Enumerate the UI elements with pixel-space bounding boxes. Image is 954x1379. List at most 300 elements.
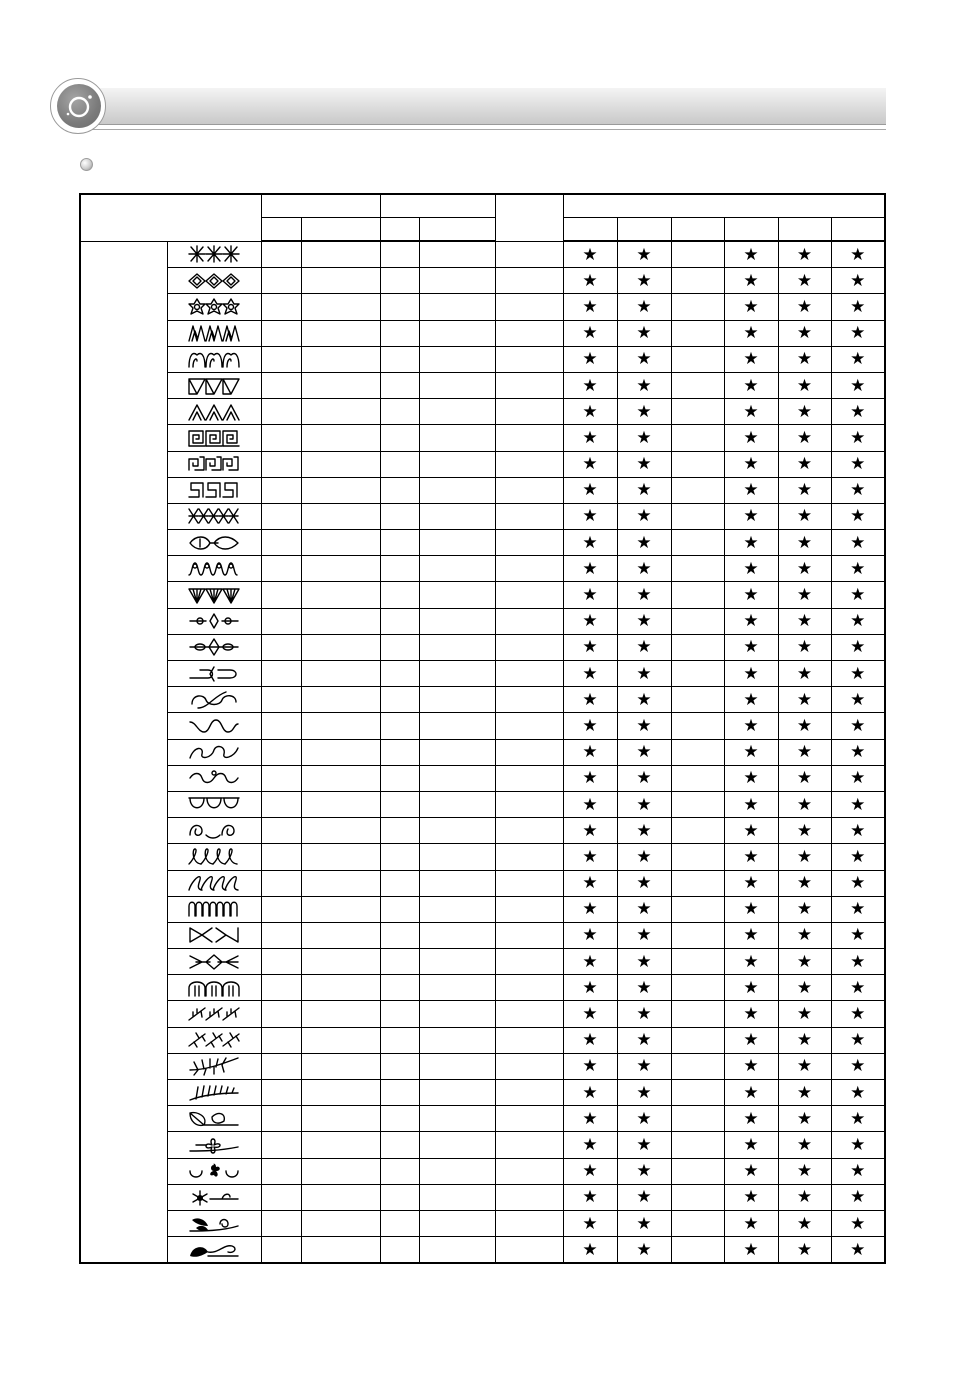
peak-stitch-icon <box>167 399 261 425</box>
empty-cell <box>671 1027 724 1053</box>
cursive-l-stitch-icon <box>167 844 261 870</box>
empty-cell <box>671 1237 724 1264</box>
header-d2 <box>617 218 671 242</box>
star-mark-cell: ★ <box>563 608 617 634</box>
empty-cell <box>261 791 301 817</box>
empty-cell <box>419 608 495 634</box>
star-mark-cell: ★ <box>563 844 617 870</box>
empty-cell <box>261 870 301 896</box>
star-mark-cell: ★ <box>724 1184 778 1210</box>
empty-cell <box>495 294 563 320</box>
star-mark-cell: ★ <box>724 268 778 294</box>
header-d3 <box>671 218 724 242</box>
header-group-b <box>380 194 495 218</box>
empty-cell <box>261 765 301 791</box>
table-row <box>80 294 885 320</box>
star-mark-cell: ★ <box>778 687 831 713</box>
empty-cell <box>419 451 495 477</box>
empty-cell <box>301 556 380 582</box>
star-mark-cell: ★ <box>778 556 831 582</box>
star-mark-cell: ★ <box>778 1027 831 1053</box>
star-mark-cell: ★ <box>724 949 778 975</box>
star-mark-cell: ★ <box>724 530 778 556</box>
empty-cell <box>301 1106 380 1132</box>
star-mark-cell: ★ <box>563 425 617 451</box>
star-mark-cell: ★ <box>617 372 671 398</box>
empty-cell <box>261 608 301 634</box>
star-mark-cell: ★ <box>617 949 671 975</box>
empty-cell <box>301 608 380 634</box>
empty-cell <box>261 844 301 870</box>
star-mark-cell: ★ <box>778 268 831 294</box>
star-mark-cell: ★ <box>778 975 831 1001</box>
leaf-curl-stitch-icon <box>167 1237 261 1264</box>
empty-cell <box>419 346 495 372</box>
star-mark-cell: ★ <box>617 687 671 713</box>
star-mark-cell: ★ <box>778 870 831 896</box>
star-mark-cell: ★ <box>831 713 885 739</box>
star-medallion-stitch-icon <box>167 294 261 320</box>
empty-cell <box>671 896 724 922</box>
empty-cell <box>495 1237 563 1264</box>
star-mark-cell: ★ <box>724 1080 778 1106</box>
table-row <box>80 844 885 870</box>
star-mark-cell: ★ <box>617 1001 671 1027</box>
empty-cell <box>301 320 380 346</box>
empty-cell <box>261 241 301 268</box>
empty-cell <box>419 844 495 870</box>
star-mark-cell: ★ <box>617 241 671 268</box>
empty-cell <box>261 268 301 294</box>
empty-cell <box>495 372 563 398</box>
star-mark-cell: ★ <box>617 399 671 425</box>
star-mark-cell: ★ <box>778 451 831 477</box>
star-mark-cell: ★ <box>724 661 778 687</box>
empty-cell <box>671 975 724 1001</box>
table-row <box>80 503 885 529</box>
empty-cell <box>419 503 495 529</box>
empty-cell <box>380 661 419 687</box>
star-mark-cell: ★ <box>617 1027 671 1053</box>
arch-zigzag-stitch-icon <box>167 320 261 346</box>
daisy-vine-stitch-icon <box>167 1184 261 1210</box>
empty-cell <box>671 739 724 765</box>
star-mark-cell: ★ <box>778 294 831 320</box>
empty-cell <box>419 477 495 503</box>
empty-cell <box>261 503 301 529</box>
star-mark-cell: ★ <box>831 503 885 529</box>
empty-cell <box>301 661 380 687</box>
star-mark-cell: ★ <box>563 582 617 608</box>
flower-link-stitch-icon <box>167 608 261 634</box>
star-mark-cell: ★ <box>778 1184 831 1210</box>
empty-cell <box>380 1132 419 1158</box>
star-mark-cell: ★ <box>724 372 778 398</box>
empty-cell <box>380 346 419 372</box>
feather-slant-stitch-icon <box>167 1001 261 1027</box>
arrow-curl-stitch-icon <box>167 661 261 687</box>
empty-cell <box>495 870 563 896</box>
star-mark-cell: ★ <box>778 346 831 372</box>
star-mark-cell: ★ <box>831 1106 885 1132</box>
star-mark-cell: ★ <box>724 425 778 451</box>
star-mark-cell: ★ <box>778 661 831 687</box>
star-mark-cell: ★ <box>831 791 885 817</box>
empty-cell <box>495 975 563 1001</box>
empty-cell <box>301 372 380 398</box>
empty-cell <box>495 1184 563 1210</box>
star-mark-cell: ★ <box>778 844 831 870</box>
empty-cell <box>261 1158 301 1184</box>
table-row <box>80 556 885 582</box>
empty-cell <box>419 896 495 922</box>
star-mark-cell: ★ <box>563 241 617 268</box>
star-mark-cell: ★ <box>778 530 831 556</box>
star-mark-cell: ★ <box>563 1184 617 1210</box>
star-mark-cell: ★ <box>778 1132 831 1158</box>
star-mark-cell: ★ <box>831 451 885 477</box>
table-row <box>80 346 885 372</box>
arrow-bow-stitch-icon <box>167 949 261 975</box>
star-mark-cell: ★ <box>724 687 778 713</box>
star-mark-cell: ★ <box>563 530 617 556</box>
dial-icon <box>57 84 101 128</box>
star-mark-cell: ★ <box>617 1053 671 1079</box>
flower-vine-stitch-icon <box>167 1132 261 1158</box>
star-mark-cell: ★ <box>563 791 617 817</box>
empty-cell <box>261 739 301 765</box>
star-mark-cell: ★ <box>724 739 778 765</box>
star-mark-cell: ★ <box>831 896 885 922</box>
star-mark-cell: ★ <box>617 556 671 582</box>
star-mark-cell: ★ <box>617 634 671 660</box>
empty-cell <box>495 1080 563 1106</box>
star-mark-cell: ★ <box>617 1158 671 1184</box>
star-mark-cell: ★ <box>778 818 831 844</box>
empty-cell <box>495 477 563 503</box>
star-mark-cell: ★ <box>617 791 671 817</box>
star-mark-cell: ★ <box>617 896 671 922</box>
star-mark-cell: ★ <box>617 713 671 739</box>
star-mark-cell: ★ <box>724 294 778 320</box>
empty-cell <box>419 1184 495 1210</box>
empty-cell <box>261 1080 301 1106</box>
star-mark-cell: ★ <box>724 1053 778 1079</box>
cup-scallop-stitch-icon <box>167 791 261 817</box>
empty-cell <box>261 582 301 608</box>
star-mark-cell: ★ <box>563 320 617 346</box>
banner-emblem <box>50 78 106 134</box>
empty-cell <box>380 634 419 660</box>
loop-scallop-stitch-icon <box>167 818 261 844</box>
star-mark-cell: ★ <box>724 1210 778 1236</box>
star-mark-cell: ★ <box>831 477 885 503</box>
empty-cell <box>495 399 563 425</box>
empty-cell <box>671 1184 724 1210</box>
header-d4 <box>724 218 778 242</box>
star-mark-cell: ★ <box>724 241 778 268</box>
dome-arch-stitch-icon <box>167 975 261 1001</box>
empty-cell <box>380 791 419 817</box>
star-mark-cell: ★ <box>831 1001 885 1027</box>
empty-cell <box>671 949 724 975</box>
star-mark-cell: ★ <box>778 791 831 817</box>
empty-cell <box>380 1210 419 1236</box>
star-mark-cell: ★ <box>831 949 885 975</box>
banner-underline <box>78 129 886 130</box>
empty-cell <box>301 1001 380 1027</box>
empty-cell <box>671 844 724 870</box>
star-mark-cell: ★ <box>724 896 778 922</box>
empty-cell <box>495 661 563 687</box>
header-group-d <box>563 194 885 218</box>
empty-cell <box>301 739 380 765</box>
empty-cell <box>261 896 301 922</box>
empty-cell <box>380 268 419 294</box>
star-mark-cell: ★ <box>617 268 671 294</box>
star-mark-cell: ★ <box>831 661 885 687</box>
empty-cell <box>419 1001 495 1027</box>
star-mark-cell: ★ <box>724 818 778 844</box>
empty-cell <box>301 503 380 529</box>
star-mark-cell: ★ <box>563 346 617 372</box>
empty-cell <box>301 1237 380 1264</box>
empty-cell <box>671 791 724 817</box>
empty-cell <box>380 1027 419 1053</box>
empty-cell <box>495 503 563 529</box>
table-row <box>80 870 885 896</box>
empty-cell <box>671 634 724 660</box>
star-mark-cell: ★ <box>617 425 671 451</box>
empty-cell <box>495 582 563 608</box>
empty-cell <box>301 1027 380 1053</box>
star-mark-cell: ★ <box>724 399 778 425</box>
empty-cell <box>671 1001 724 1027</box>
wave-arch-stitch-icon <box>167 346 261 372</box>
empty-cell <box>671 477 724 503</box>
empty-cell <box>301 975 380 1001</box>
star-mark-cell: ★ <box>831 844 885 870</box>
empty-cell <box>671 687 724 713</box>
empty-cell <box>261 713 301 739</box>
header-pattern <box>80 194 261 241</box>
category-cell <box>80 241 167 1263</box>
star-mark-cell: ★ <box>563 975 617 1001</box>
header-a1 <box>261 218 301 242</box>
empty-cell <box>419 556 495 582</box>
table-row <box>80 582 885 608</box>
table-row <box>80 1184 885 1210</box>
star-mark-cell: ★ <box>724 634 778 660</box>
star-mark-cell: ★ <box>617 922 671 948</box>
star-mark-cell: ★ <box>563 870 617 896</box>
empty-cell <box>671 503 724 529</box>
empty-cell <box>671 1132 724 1158</box>
star-mark-cell: ★ <box>831 320 885 346</box>
table-row <box>80 661 885 687</box>
empty-cell <box>419 975 495 1001</box>
star-mark-cell: ★ <box>831 975 885 1001</box>
star-mark-cell: ★ <box>563 1132 617 1158</box>
empty-cell <box>301 1132 380 1158</box>
empty-cell <box>495 608 563 634</box>
star-mark-cell: ★ <box>724 608 778 634</box>
star-mark-cell: ★ <box>563 372 617 398</box>
empty-cell <box>419 425 495 451</box>
empty-cell <box>380 1053 419 1079</box>
empty-cell <box>495 896 563 922</box>
interlock-key-stitch-icon <box>167 451 261 477</box>
empty-cell <box>261 687 301 713</box>
empty-cell <box>380 425 419 451</box>
star-mark-cell: ★ <box>778 320 831 346</box>
empty-cell <box>671 1080 724 1106</box>
star-mark-cell: ★ <box>563 556 617 582</box>
star-mark-cell: ★ <box>617 844 671 870</box>
star-mark-cell: ★ <box>778 1158 831 1184</box>
star-mark-cell: ★ <box>778 1237 831 1264</box>
empty-cell <box>261 294 301 320</box>
asterisk-trio-stitch-icon <box>167 241 261 268</box>
empty-cell <box>419 870 495 896</box>
star-mark-cell: ★ <box>831 294 885 320</box>
star-mark-cell: ★ <box>724 870 778 896</box>
empty-cell <box>671 268 724 294</box>
empty-cell <box>380 1237 419 1264</box>
star-mark-cell: ★ <box>778 1080 831 1106</box>
star-mark-cell: ★ <box>724 765 778 791</box>
empty-cell <box>301 1184 380 1210</box>
empty-cell <box>301 582 380 608</box>
star-mark-cell: ★ <box>617 1210 671 1236</box>
empty-cell <box>380 739 419 765</box>
empty-cell <box>671 582 724 608</box>
star-mark-cell: ★ <box>617 661 671 687</box>
star-mark-cell: ★ <box>617 320 671 346</box>
star-mark-cell: ★ <box>724 477 778 503</box>
star-mark-cell: ★ <box>563 399 617 425</box>
empty-cell <box>380 949 419 975</box>
empty-cell <box>380 399 419 425</box>
table-row <box>80 1080 885 1106</box>
star-mark-cell: ★ <box>563 268 617 294</box>
empty-cell <box>671 818 724 844</box>
star-mark-cell: ★ <box>724 1132 778 1158</box>
table-row <box>80 896 885 922</box>
empty-cell <box>380 1184 419 1210</box>
empty-cell <box>419 268 495 294</box>
empty-cell <box>419 294 495 320</box>
greek-key-stitch-icon <box>167 425 261 451</box>
fishbone-stitch-icon <box>167 1080 261 1106</box>
empty-cell <box>301 268 380 294</box>
star-mark-cell: ★ <box>778 399 831 425</box>
empty-cell <box>495 922 563 948</box>
empty-cell <box>495 530 563 556</box>
empty-cell <box>380 844 419 870</box>
empty-cell <box>671 1106 724 1132</box>
star-mark-cell: ★ <box>617 530 671 556</box>
section-bullet-icon <box>80 158 93 171</box>
star-mark-cell: ★ <box>831 634 885 660</box>
empty-cell <box>495 451 563 477</box>
empty-cell <box>671 451 724 477</box>
ornament-link-stitch-icon <box>167 634 261 660</box>
empty-cell <box>495 425 563 451</box>
star-mark-cell: ★ <box>831 346 885 372</box>
star-mark-cell: ★ <box>617 1106 671 1132</box>
header-d5 <box>778 218 831 242</box>
empty-cell <box>261 1027 301 1053</box>
star-mark-cell: ★ <box>831 1210 885 1236</box>
star-mark-cell: ★ <box>724 503 778 529</box>
spiral-leaf-stitch-icon <box>167 1210 261 1236</box>
star-mark-cell: ★ <box>724 1237 778 1264</box>
empty-cell <box>261 425 301 451</box>
empty-cell <box>301 713 380 739</box>
banner-bar <box>78 88 886 125</box>
empty-cell <box>419 1132 495 1158</box>
empty-cell <box>380 922 419 948</box>
empty-cell <box>261 661 301 687</box>
empty-cell <box>380 1001 419 1027</box>
empty-cell <box>495 713 563 739</box>
empty-cell <box>419 634 495 660</box>
section-banner <box>50 78 887 134</box>
empty-cell <box>380 372 419 398</box>
star-mark-cell: ★ <box>563 1001 617 1027</box>
star-mark-cell: ★ <box>831 425 885 451</box>
empty-cell <box>261 320 301 346</box>
empty-cell <box>380 477 419 503</box>
star-mark-cell: ★ <box>724 791 778 817</box>
empty-cell <box>301 818 380 844</box>
empty-cell <box>495 844 563 870</box>
empty-cell <box>301 896 380 922</box>
table-row <box>80 268 885 294</box>
empty-cell <box>301 425 380 451</box>
table-row <box>80 1053 885 1079</box>
header-a2 <box>301 218 380 242</box>
table-row <box>80 1132 885 1158</box>
star-mark-cell: ★ <box>831 530 885 556</box>
empty-cell <box>380 1106 419 1132</box>
star-mark-cell: ★ <box>778 503 831 529</box>
star-mark-cell: ★ <box>563 1158 617 1184</box>
empty-cell <box>495 1158 563 1184</box>
star-mark-cell: ★ <box>831 268 885 294</box>
empty-cell <box>671 346 724 372</box>
empty-cell <box>495 320 563 346</box>
table-row <box>80 530 885 556</box>
empty-cell <box>301 844 380 870</box>
empty-cell <box>671 320 724 346</box>
empty-cell <box>301 451 380 477</box>
star-mark-cell: ★ <box>778 582 831 608</box>
empty-cell <box>301 791 380 817</box>
triangle-box-stitch-icon <box>167 372 261 398</box>
empty-cell <box>419 1158 495 1184</box>
star-mark-cell: ★ <box>831 556 885 582</box>
table-row <box>80 608 885 634</box>
empty-cell <box>380 818 419 844</box>
empty-cell <box>495 1053 563 1079</box>
empty-cell <box>495 765 563 791</box>
star-mark-cell: ★ <box>831 241 885 268</box>
star-mark-cell: ★ <box>778 765 831 791</box>
table-row <box>80 1210 885 1236</box>
table-row <box>80 477 885 503</box>
